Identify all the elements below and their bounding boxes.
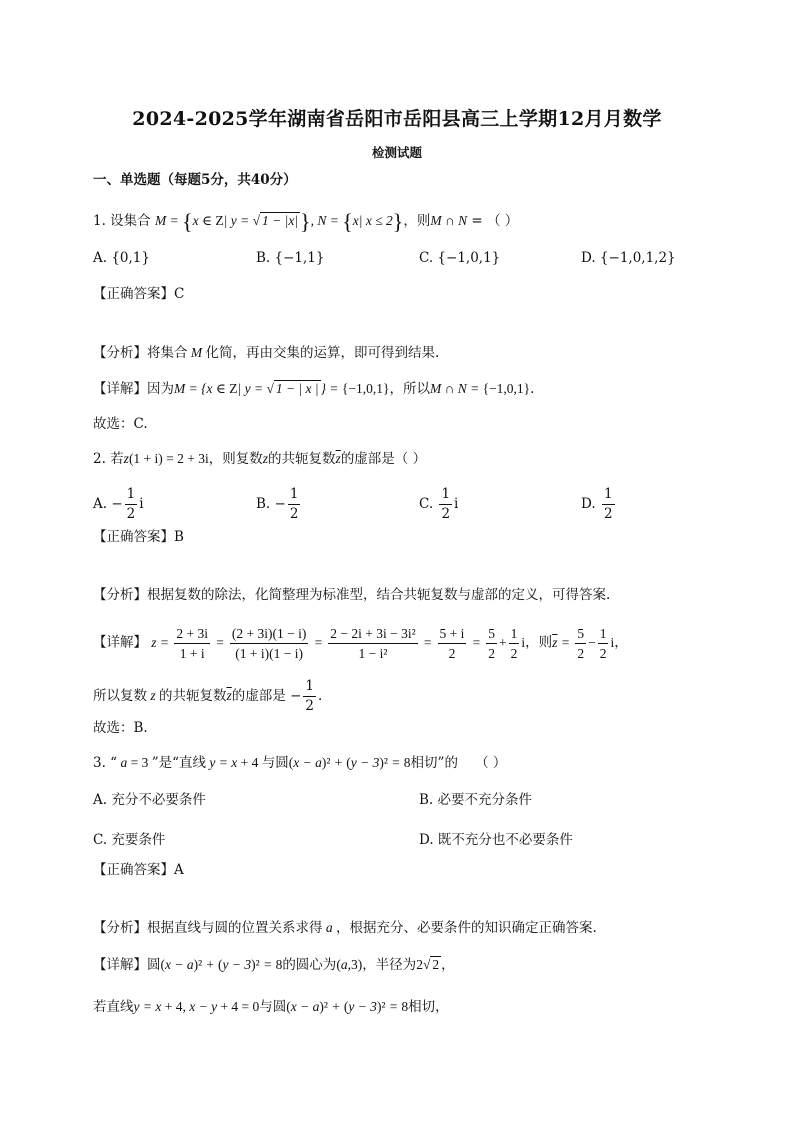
document-subtitle: 检测试题 [371,145,422,160]
q3-detail-line2: 若直线y = x + 4, x − y + 4 = 0与圆(x − a)² + (y − 3)² = 8相切， [93,999,449,1015]
q1-option-d: D. {−1,0,1,2} [581,250,676,266]
q2-detail-line2: 所以复数 z 的共轭复数$\overline{z}$的虚部是 − $\frac{1}{2}$ . [93,678,323,714]
q3-option-d: D. 既不充分也不必要条件 [419,832,573,848]
q1-answer: 【正确答案】C [93,286,185,302]
q3-option-c: C. 充要条件 [93,832,166,848]
q1-option-a: A. {0,1} [93,250,150,266]
question-1: 1. 设集合 M = {x ∈ Z| y = √ 1 − |x|}, N = {x| x ≤ 2}，则M ∩ N = （ ） [93,208,519,234]
section-heading: 一、单选题（每题5分，共40分） [93,172,297,188]
document-title: 2024-2025学年湖南省岳阳市岳阳县高三上学期12月月数学 [132,108,662,130]
q1-detail: 【详解】因为M = {x ∈ Z| y = √ 1 − | x | } = {−1,0,1}，所以M ∩ N = {−1,0,1}. [93,381,535,397]
q1-blank: （ ） [486,213,519,229]
q2-detail-math: z = $\frac{2 + 3i}{1 + i}$ = $\frac{(2 + 3i)(1 - i)}{(1 + i)(1 - i)}$ = $\frac{\text{2 − 2i + 3i − 3i²}}{\text{1 − i²}}$ = $\frac{5 + i}{2}$ = $\frac{5}{2}$ + $\frac{1}{2}$ i [151,626,526,661]
q1-detail-math: M = {x ∈ Z| y = √ 1 − | x | } = {−1,0,1} [174,381,390,396]
q3-option-b: B. 必要不充分条件 [419,792,533,808]
q1-detail-result: M ∩ N = {−1,0,1} [429,381,531,396]
q2-option-b: B. − $\frac{1}{2}$ [256,486,299,522]
q1-conclusion: 故选：C. [93,416,148,432]
q3-analysis: 【分析】根据直线与圆的位置关系求得 a ，根据充分、必要条件的知识确定正确答案. [93,920,597,936]
q2-option-d: D. $\frac{1}{2}$ [581,486,613,522]
q1-analysis: 【分析】将集合 M 化简，再由交集的运算，即可得到结果. [93,345,440,361]
q1-math-sets: M = {x ∈ Z| y = √ 1 − |x|}, N = {x| x ≤ 2} [154,208,404,234]
q2-answer: 【正确答案】B [93,529,184,545]
q1-option-b: B. {−1,1} [256,250,325,266]
q1-prefix: 1. 设集合 [93,213,151,229]
q3-answer: 【正确答案】A [93,862,184,878]
q1-option-c: C. {−1,0,1} [419,250,501,266]
q2-conclusion: 故选：B. [93,720,148,736]
q2-analysis: 【分析】根据复数的除法，化简整理为标准型，结合共轭复数与虚部的定义，可得答案. [93,587,611,603]
q2-option-c: C. $\frac{1}{2}$ i [419,486,459,522]
question-2: 2. 若z(1 + i) = 2 + 3i，则复数z的共轭复数$\overline{z}$的虚部是（ ） [93,451,427,467]
q1-tail: ，则 [403,213,431,229]
question-3: 3. “ a = 3 ”是“直线 y = x + 4 与圆(x − a)² + (y − 3)² = 8相切”的 （ ） [93,755,507,771]
q3-option-a: A. 充分不必要条件 [93,792,206,808]
q2-detail: 【详解】 z = $\frac{2 + 3i}{1 + i}$ = $\frac{(2 + 3i)(1 - i)}{(1 + i)(1 - i)}$ = $\frac{\text{2 − 2i + 3i − 3i²}}{\text{1 − i²}}$ = $\frac{5 + i}{2}$ = $\frac{5}{2}$ + $\frac{1}{2}$ i，则$\overline{z}$ = $\frac{5}{2}$ − $\frac{1}{2}$ i， [93,626,628,661]
q3-detail: 【详解】圆(x − a)² + (y − 3)² = 8的圆心为(a,3)，半径为2√ 2 ， [93,957,455,973]
q2-option-a: A. − $\frac{1}{2}$ i [93,486,144,522]
q1-math-intersect: M ∩ N [430,213,468,228]
